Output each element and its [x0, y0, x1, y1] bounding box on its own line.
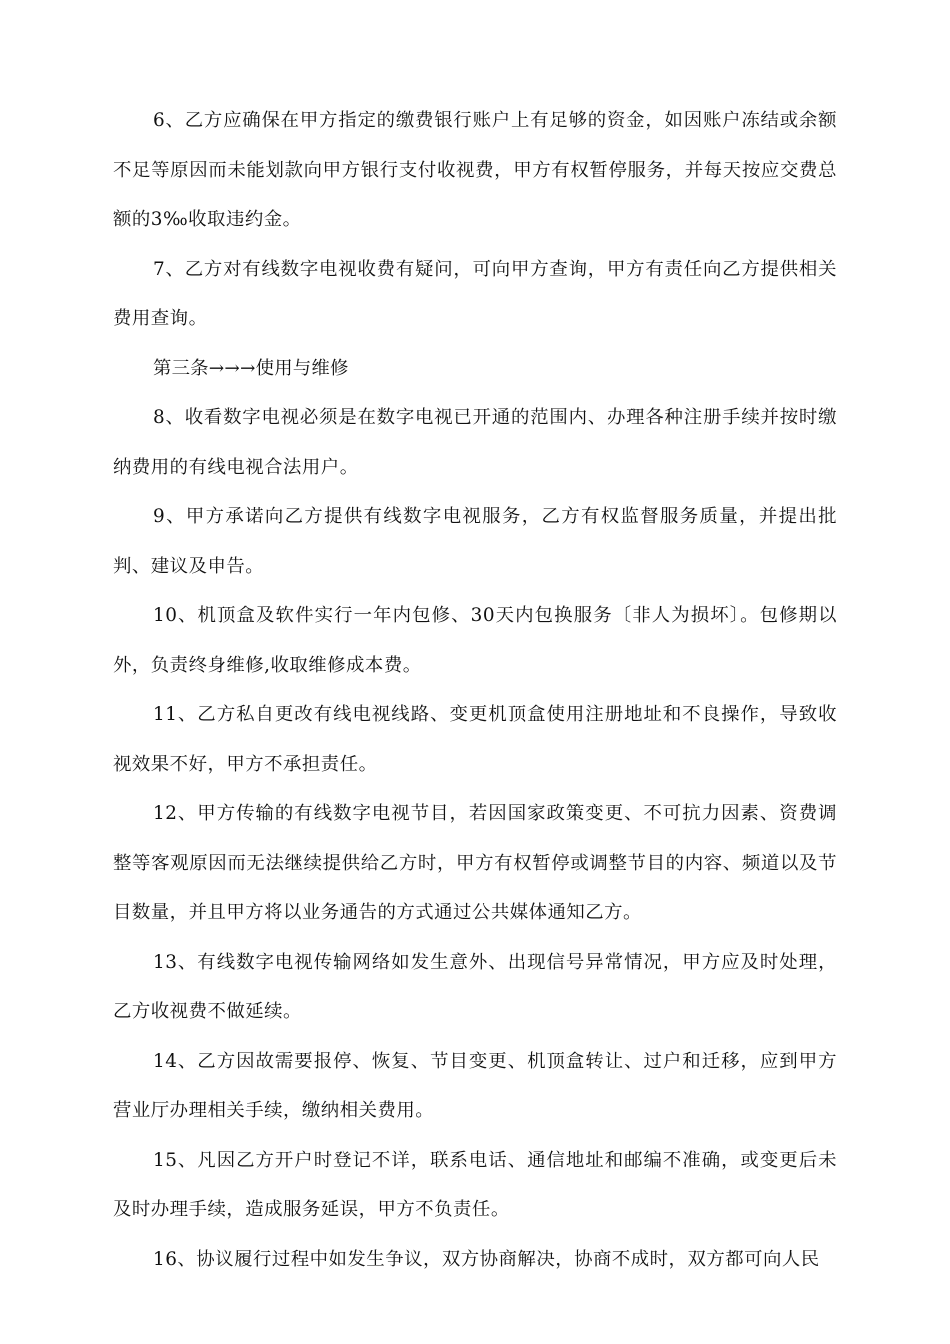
- paragraph-clause-10: 10、机顶盒及软件实行一年内包修、30天内包换服务〔非人为损坏〕。包修期以外，负责终身维修,收取维修成本费。: [113, 605, 837, 676]
- paragraph-clause-7: 7、乙方对有线数字电视收费有疑问，可向甲方查询，甲方有责任向乙方提供相关费用查询。: [113, 258, 837, 329]
- paragraph-clause-15: 15、凡因乙方开户时登记不详，联系电话、通信地址和邮编不准确，或变更后未及时办理手续，造成服务延误，甲方不负责任。: [113, 1149, 837, 1220]
- document-page: [113, 96, 837, 1284]
- paragraph-clause-11: 11、乙方私自更改有线电视线路、变更机顶盒使用注册地址和不良操作，导致收视效果不好，甲方不承担责任。: [113, 704, 837, 775]
- paragraph-clause-9: 9、甲方承诺向乙方提供有线数字电视服务，乙方有权监督服务质量，并提出批判、建议及申告。: [113, 506, 837, 577]
- paragraph-clause-14: 14、乙方因故需要报停、恢复、节目变更、机顶盒转让、过户和迁移，应到甲方营业厅办理相关手续，缴纳相关费用。: [113, 1050, 837, 1121]
- paragraph-clause-13: 13、有线数字电视传输网络如发生意外、出现信号异常情况，甲方应及时处理，乙方收视费不做延续。: [113, 951, 837, 1022]
- paragraph-clause-8: 8、收看数字电视必须是在数字电视已开通的范围内、办理各种注册手续并按时缴纳费用的有线电视合法用户。: [113, 407, 837, 478]
- paragraph-clause-16: 16、协议履行过程中如发生争议，双方协商解决，协商不成时，双方都可向人民: [153, 1248, 820, 1270]
- section-heading-article-3: 第三条→→→使用与维修: [153, 357, 349, 379]
- paragraph-clause-12: 12、甲方传输的有线数字电视节目，若因国家政策变更、不可抗力因素、资费调整等客观原因而无法继续提供给乙方时，甲方有权暂停或调整节目的内容、频道以及节目数量，并且甲方将以业务通告的方式通过公共媒体通知乙方。: [113, 803, 837, 923]
- paragraph-clause-6: 6、乙方应确保在甲方指定的缴费银行账户上有足够的资金，如因账户冻结或余额不足等原因而未能划款向甲方银行支付收视费，甲方有权暂停服务，并每天按应交费总额的3‰收取违约金。: [113, 110, 837, 230]
